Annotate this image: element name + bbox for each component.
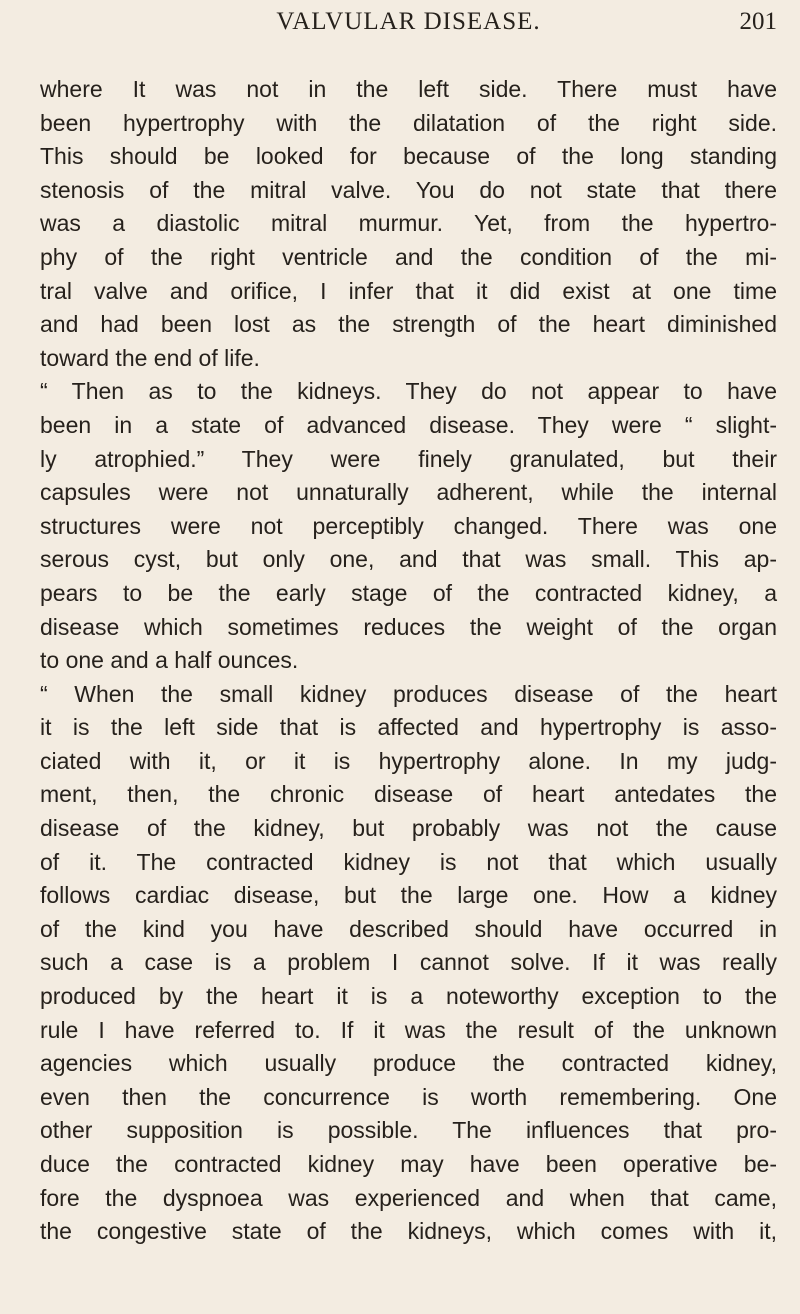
text-line: and had been lost as the strength of the heart diminished [40, 311, 777, 338]
text-line: serous cyst, but only one, and that was small. This ap- [40, 546, 777, 573]
text-line: pears to be the early stage of the contracted kidney, a [40, 579, 777, 606]
page-number: 201 [739, 8, 777, 35]
page-header [40, 6, 777, 38]
text-line: of it. The contracted kidney is not that which usually [40, 848, 777, 875]
text-line: been in a state of advanced disease. They were “ slight- [40, 411, 777, 438]
text-line: ly atrophied.” They were finely granulated, but their [40, 445, 777, 472]
text-line: structures were not perceptibly changed. There was one [40, 512, 777, 539]
text-line: been hypertrophy with the dilatation of the right side. [40, 109, 777, 136]
text-line: follows cardiac disease, but the large one. How a kidney [40, 882, 777, 909]
text-line: produced by the heart it is a noteworthy exception to the [40, 983, 777, 1010]
text-line: agencies which usually produce the contracted kidney, [40, 1050, 777, 1077]
running-head: VALVULAR DISEASE. [276, 8, 541, 35]
text-line: toward the end of life. [40, 344, 260, 371]
text-line: This should be looked for because of the long standing [40, 143, 777, 170]
text-line: such a case is a problem I cannot solve. If it was really [40, 949, 777, 976]
text-line: disease of the kidney, but probably was not the cause [40, 815, 777, 842]
text-line: tral valve and orifice, I infer that it did exist at one time [40, 277, 777, 304]
text-line: stenosis of the mitral valve. You do not state that there [40, 176, 777, 203]
text-line: ciated with it, or it is hypertrophy alone. In my judg- [40, 747, 777, 774]
text-line: of the kind you have described should have occurred in [40, 915, 777, 942]
text-line: where It was not in the left side. There must have [40, 76, 777, 102]
text-line: fore the dyspnoea was experienced and when that came, [40, 1184, 777, 1211]
text-line: it is the left side that is affected and hypertrophy is asso- [40, 714, 777, 741]
text-line: “ Then as to the kidneys. They do not appear to have [40, 378, 777, 405]
text-line: the congestive state of the kidneys, which comes with it, [40, 1218, 777, 1245]
text-line: “ When the small kidney produces disease of the heart [40, 680, 777, 707]
text-line: phy of the right ventricle and the condition of the mi- [40, 243, 777, 270]
text-line: duce the contracted kidney may have been operative be- [40, 1151, 777, 1177]
text-line: other supposition is possible. The influences that pro- [40, 1117, 777, 1144]
text-line: capsules were not unnaturally adherent, while the internal [40, 479, 777, 506]
text-line: was a diastolic mitral murmur. Yet, from the hypertro- [40, 210, 777, 237]
text-line: to one and a half ounces. [40, 647, 299, 674]
body-text [40, 73, 777, 1249]
text-line: ment, then, the chronic disease of heart antedates the [40, 781, 777, 808]
text-line: rule I have referred to. If it was the result of the unknown [40, 1016, 777, 1043]
text-line: even then the concurrence is worth remembering. One [40, 1083, 777, 1110]
text-line: disease which sometimes reduces the weight of the organ [40, 613, 777, 640]
